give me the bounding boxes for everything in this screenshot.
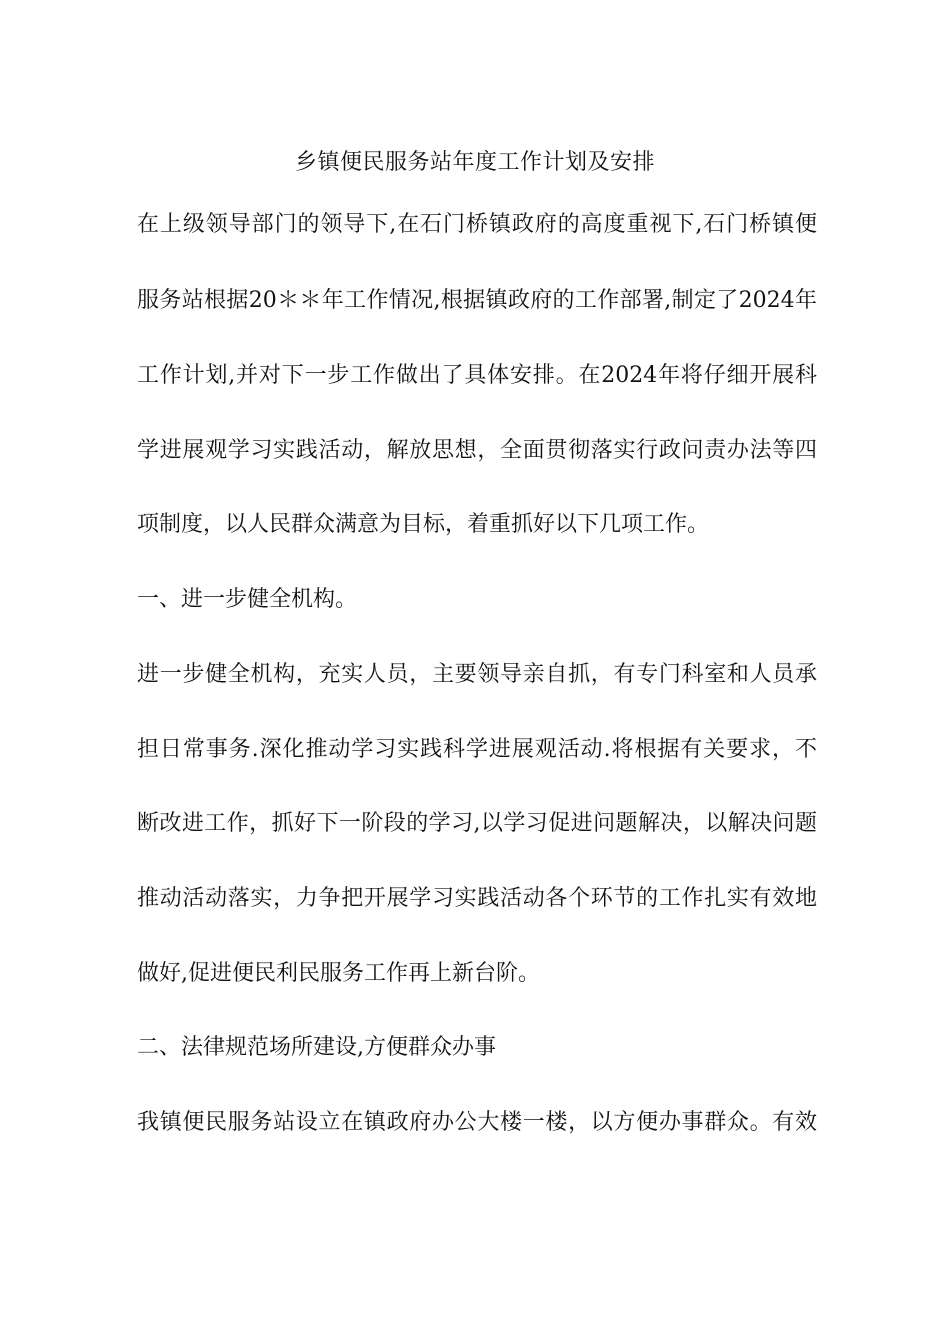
paragraph-line: 在上级领导部门的领导下,在石门桥镇政府的高度重视下,石门桥镇便 bbox=[137, 212, 817, 237]
paragraph-line: 项制度，以人民群众满意为目标，着重抓好以下几项工作。 bbox=[137, 512, 710, 537]
paragraph-line: 学进展观学习实践活动，解放思想，全面贯彻落实行政问责办法等四 bbox=[137, 438, 817, 463]
paragraph-line: 服务站根据20＊＊年工作情况,根据镇政府的工作部署,制定了2024年 bbox=[137, 288, 817, 313]
section-heading: 一、进一步健全机构。 bbox=[137, 587, 358, 612]
paragraph-line: 担日常事务.深化推动学习实践科学进展观活动.将根据有关要求，不 bbox=[137, 737, 817, 762]
document-title: 乡镇便民服务站年度工作计划及安排 bbox=[294, 150, 655, 175]
paragraph-line: 工作计划,并对下一步工作做出了具体安排。在2024年将仔细开展科 bbox=[137, 363, 817, 388]
paragraph-line: 我镇便民服务站设立在镇政府办公大楼一楼，以方便办事群众。有效 bbox=[137, 1110, 817, 1135]
section-heading: 二、法律规范场所建设,方便群众办事 bbox=[137, 1035, 496, 1060]
paragraph-line: 推动活动落实，力争把开展学习实践活动各个环节的工作扎实有效地 bbox=[137, 886, 817, 911]
paragraph-line: 断改进工作，抓好下一阶段的学习,以学习促进问题解决，以解决问题 bbox=[137, 811, 817, 836]
paragraph-line: 进一步健全机构，充实人员，主要领导亲自抓，有专门科室和人员承 bbox=[137, 662, 817, 687]
paragraph-line: 做好,促进便民利民服务工作再上新台阶。 bbox=[137, 961, 540, 986]
